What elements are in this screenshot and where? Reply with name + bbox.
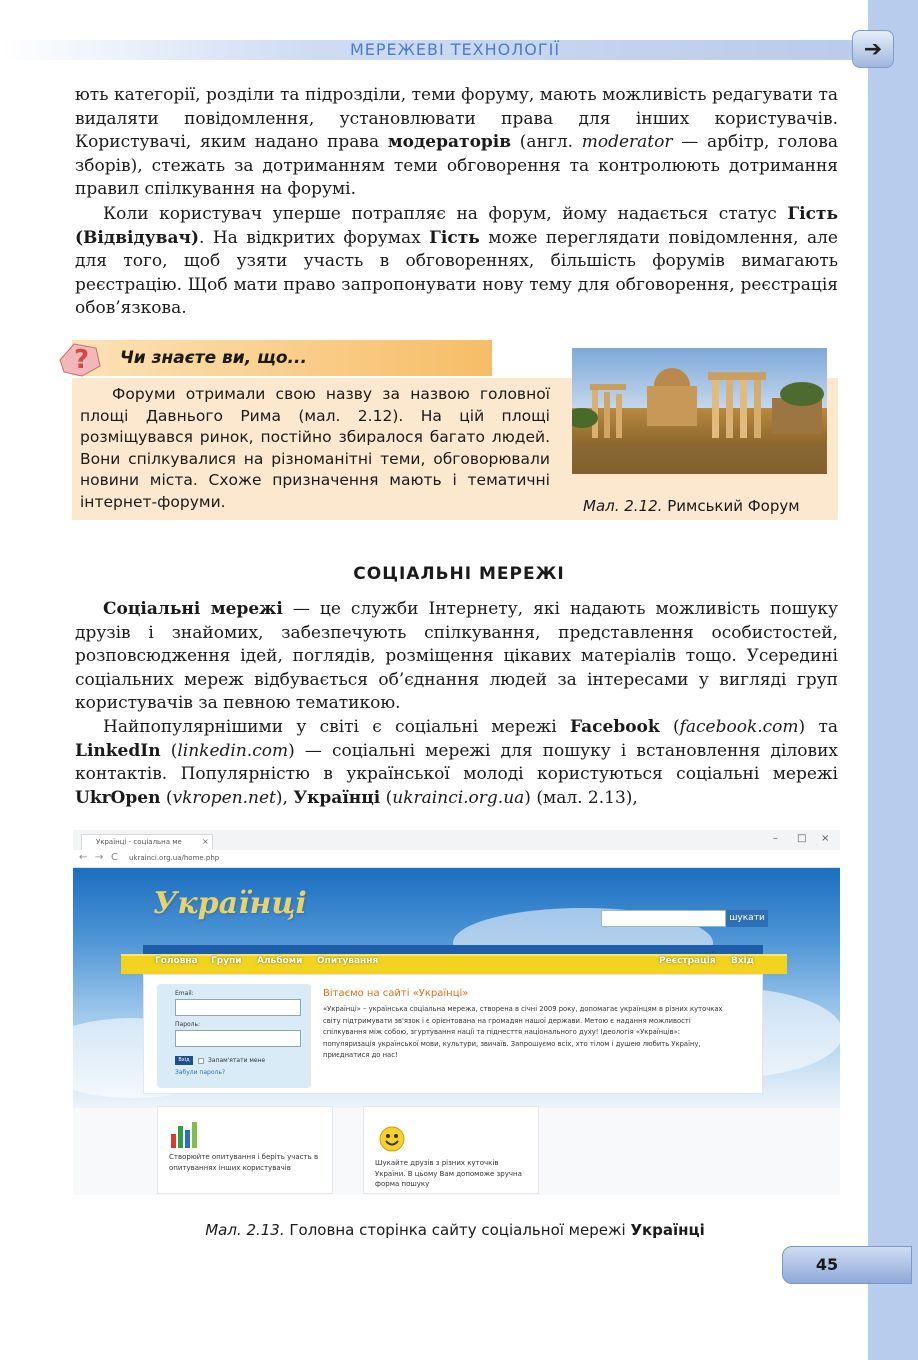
menu-login[interactable]: Вхід	[731, 956, 755, 966]
browser-tab-bar	[73, 830, 840, 850]
minimize-icon[interactable]: –	[773, 833, 778, 844]
password-label: Пароль:	[175, 1021, 201, 1028]
menu-polls[interactable]: Опитування	[317, 956, 379, 966]
menu-top-strip	[143, 945, 763, 954]
forward-icon[interactable]: →	[95, 852, 104, 863]
welcome-title: Вітаємо на сайті «Українці»	[323, 988, 469, 999]
bar-chart-icon	[169, 1120, 199, 1148]
email-label: Email:	[175, 990, 194, 997]
did-you-know-title: Чи знаєте ви, що...	[120, 348, 307, 368]
url-field[interactable]: ukrainci.org.ua/home.php	[129, 854, 220, 862]
url-ukropen: vkropen.net	[172, 787, 276, 808]
smiley-icon	[379, 1126, 405, 1152]
text-run: — арбітр, голова зборів), стежать за дотриманням теми обговорення та контролюють дотримання правил спілкування на форумі.	[75, 132, 838, 199]
browser-tab[interactable]	[81, 834, 213, 850]
back-icon[interactable]: ←	[79, 852, 88, 863]
window-close-icon[interactable]: ×	[821, 833, 830, 844]
text-run: (англ.	[511, 132, 582, 152]
text-run: Коли користувач уперше потрапляє на форум, йому надається статус	[103, 204, 788, 224]
paragraph-moderators	[75, 84, 838, 202]
side-strip	[868, 0, 918, 1360]
text-run: (	[380, 787, 393, 808]
arrow-right-icon: ➔	[863, 36, 883, 62]
roman-forum-photo	[572, 348, 827, 474]
term-ukrainci: Українці	[293, 787, 381, 808]
reload-icon[interactable]: C	[111, 852, 118, 863]
url-linkedin: linkedin.com	[177, 740, 289, 761]
forgot-password-link[interactable]: Забули пароль?	[175, 1069, 226, 1076]
term-linkedin: LinkedIn	[75, 740, 161, 761]
text-run: може переглядати повідомлення, але для того, щоб узяти участь в обговореннях, більшість форумів вимагають реєстрацію. Щоб мати право запропонувати нову тему для обговорення, реєстрація обов’язкова.	[75, 227, 838, 318]
welcome-text: «Українці» – українська соціальна мережа, створена в січні 2009 року, допомагає українцям в різних куточках світу підтримувати зв'язок і є орієнтована на громадян нашої держави. Метою є надання можливості спілкування між собою, згуртування нації та піднесття національного духу! Ідеологія «Українців»: популяризація української мови, культури, звичаїв. Запрошуємо всіх, хто тілом і душею любить Україну, приєднатися до нас!	[323, 1005, 723, 1059]
paragraph-guest	[75, 203, 838, 321]
text-run: ),	[275, 787, 294, 808]
remember-label: Запам'ятати мене	[208, 1057, 266, 1064]
url-facebook: facebook.com	[679, 717, 799, 737]
term-social-networks: Соціальні мережі	[103, 599, 283, 619]
text-run: — це служби Інтернету, які надають можливість пошуку друзів і знайомих, забезпечують спілкування, представлення особистостей, розповсюдження ідей, поглядів, розміщення цікавих матеріалів тощо. Усередині соціальних мереж відбувається об’єднання людей за інтересами у вигляді груп користувачів за певною тематикою.	[75, 599, 838, 713]
url-ukrainci: ukrainci.org.ua	[392, 787, 525, 808]
login-button[interactable]: Вхід	[175, 1056, 193, 1065]
menu-register[interactable]: Реєстрація	[659, 956, 716, 966]
feature-card-polls-text: Створюйте опитування і беріть участь в опитуваннях інших користувачів	[169, 1153, 319, 1172]
text-run: . На відкритих форумах	[199, 227, 430, 248]
term-moderator-en: moderator	[581, 132, 673, 152]
menu-albums[interactable]: Альбоми	[257, 956, 303, 966]
menu-groups[interactable]: Групи	[211, 956, 242, 966]
text-run: (	[160, 740, 178, 761]
text-run: ) та	[798, 717, 838, 737]
feature-card-search-text: Шукайте друзів з різних куточків України. В цьому Вам допоможе зручна форма пошуку	[375, 1159, 522, 1188]
password-field[interactable]	[175, 1030, 301, 1047]
photo-caption	[583, 497, 800, 515]
close-icon[interactable]: ×	[202, 837, 209, 846]
term-guest-visitor: Гість (Відвідувач)	[75, 204, 838, 248]
term-guest: Гість	[429, 227, 480, 248]
term-moderators: модераторів	[387, 132, 512, 152]
did-you-know-text: Форуми отримали свою назву за назвою головної площі Давнього Рима (мал. 2.12). На цій площі розміщувався ринок, постійно збиралося багато людей. Вони спілкувалися на різноманітні теми, обговорювали новини міста. Схоже призначення мають і тематичні інтернет-форуми.	[80, 385, 550, 511]
text-run: (	[160, 787, 173, 808]
remember-checkbox[interactable]	[198, 1058, 204, 1064]
site-search-input[interactable]	[601, 910, 726, 927]
ukrainci-site-screenshot	[73, 830, 840, 1195]
figure-caption-bold: Українці	[630, 1221, 705, 1239]
question-mark-icon	[56, 338, 102, 378]
address-bar	[73, 850, 840, 868]
figure-caption	[0, 1221, 910, 1239]
menu-home[interactable]: Головна	[155, 956, 198, 966]
site-logo[interactable]: Українці	[153, 886, 307, 921]
next-page-button[interactable]	[852, 30, 894, 68]
figure-caption-label: Мал. 2.13.	[205, 1221, 285, 1239]
text-run: (	[659, 717, 680, 737]
text-run: ) — соціальні мережі для пошуку і встановлення ділових контактів. Популярністю в української молоді користуються соціальні мережі	[75, 740, 838, 784]
caption-text: Римський Форум	[662, 497, 800, 515]
paragraph-popular-networks	[75, 716, 838, 810]
page-number: 45	[815, 1255, 839, 1274]
term-facebook: Facebook	[570, 717, 660, 737]
term-ukropen: UkrOpen	[75, 787, 161, 808]
paragraph-social-networks-definition	[75, 598, 838, 716]
text-run: Найпопулярнішими у світі є соціальні мережі	[103, 717, 570, 737]
tab-title: Українці - соціальна ме	[96, 838, 182, 846]
svg-text:?: ?	[74, 345, 90, 375]
caption-label: Мал. 2.12.	[583, 497, 663, 515]
figure-caption-text: Головна сторінка сайту соціальної мережі	[284, 1221, 631, 1239]
maximize-icon[interactable]: □	[797, 833, 807, 844]
text-run: ) (мал. 2.13),	[524, 787, 638, 808]
section-title: СОЦІАЛЬНІ МЕРЕЖІ	[353, 564, 565, 584]
site-search-button[interactable]: шукати	[726, 910, 768, 927]
running-header: МЕРЕЖЕВІ ТЕХНОЛОГІЇ	[349, 40, 561, 59]
text-run: ють категорії, розділи та підрозділи, теми форуму, мають можливість редагувати та видаляти повідомлення, установлювати права для інших користувачів. Користувачі, яким надано права	[75, 85, 838, 152]
email-field[interactable]	[175, 999, 301, 1016]
